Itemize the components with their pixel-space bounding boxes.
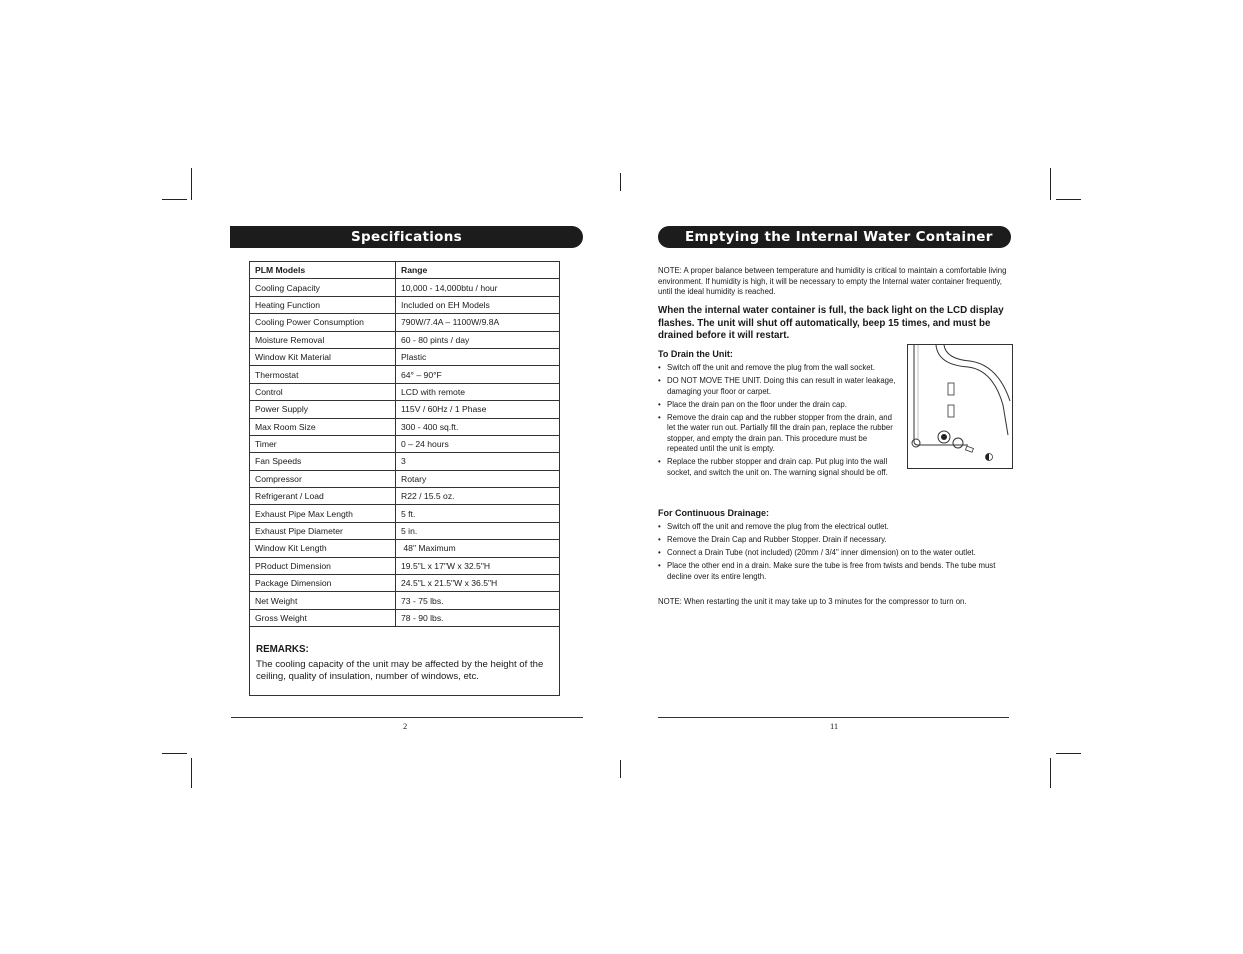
specifications-table bbox=[249, 261, 560, 627]
table-cell: Window Kit Length bbox=[250, 540, 396, 557]
table-cell: 24.5"L x 21.5"W x 36.5"H bbox=[396, 575, 560, 592]
table-cell: Exhaust Pipe Max Length bbox=[250, 505, 396, 522]
table-cell: Package Dimension bbox=[250, 575, 396, 592]
table-cell: Moisture Removal bbox=[250, 331, 396, 348]
table-cell: 64° – 90°F bbox=[396, 366, 560, 383]
left-footer-rule bbox=[231, 717, 583, 718]
center-mark-top bbox=[620, 173, 621, 191]
table-cell: LCD with remote bbox=[396, 383, 560, 400]
list-item: • Replace the rubber stopper and drain cap. Put plug into the wall socket, and switch the unit on. The warning signal should be off. bbox=[658, 457, 898, 478]
table-cell: Heating Function bbox=[250, 296, 396, 313]
crop-mark-bl-v bbox=[191, 758, 192, 788]
table-cell: R22 / 15.5 oz. bbox=[396, 488, 560, 505]
table-cell: Control bbox=[250, 383, 396, 400]
table-cell: Fan Speeds bbox=[250, 453, 396, 470]
drain-heading: To Drain the Unit: bbox=[658, 349, 733, 359]
table-row bbox=[250, 401, 560, 418]
table-row bbox=[250, 575, 560, 592]
continuous-drainage-heading: For Continuous Drainage: bbox=[658, 508, 769, 518]
table-cell: 5 ft. bbox=[396, 505, 560, 522]
table-row bbox=[250, 366, 560, 383]
table-row bbox=[250, 453, 560, 470]
table-header-cell: PLM Models bbox=[250, 262, 396, 279]
list-item: • Place the other end in a drain. Make sure the tube is free from twists and bends. The tube must decline over its entire length. bbox=[658, 561, 1013, 582]
crop-mark-tl-h bbox=[162, 199, 187, 200]
table-cell: Max Room Size bbox=[250, 418, 396, 435]
humidity-note: NOTE: A proper balance between temperature and humidity is critical to maintain a comfortable living environment. If humidity is high, it will be necessary to empty the Internal water container frequently, until the ideal humidity is reached. bbox=[658, 266, 1007, 296]
crop-mark-bl-h bbox=[162, 753, 187, 754]
table-cell: 73 - 75 lbs. bbox=[396, 592, 560, 609]
table-row bbox=[250, 557, 560, 574]
list-item: • Remove the drain cap and the rubber stopper from the drain, and let the water run out. Partially fill the drain pan, replace the rubber stopper, and empty the drain pan. This procedure must be repeated until the unit is empty. bbox=[658, 413, 898, 455]
table-cell: Window Kit Material bbox=[250, 348, 396, 365]
list-item: • DO NOT MOVE THE UNIT. Doing this can result in water leakage, damaging your floor or carpet. bbox=[658, 376, 898, 397]
table-cell: 10,000 - 14,000btu / hour bbox=[396, 279, 560, 296]
table-row bbox=[250, 488, 560, 505]
specifications-banner: Specifications bbox=[230, 226, 583, 248]
remarks-box bbox=[249, 627, 560, 696]
table-row bbox=[250, 348, 560, 365]
table-row bbox=[250, 435, 560, 452]
table-cell: Cooling Capacity bbox=[250, 279, 396, 296]
table-cell: Gross Weight bbox=[250, 609, 396, 626]
list-item: • Switch off the unit and remove the plug from the electrical outlet. bbox=[658, 522, 1013, 533]
restart-note: NOTE: When restarting the unit it may take up to 3 minutes for the compressor to turn on. bbox=[658, 597, 967, 606]
table-row bbox=[250, 505, 560, 522]
table-cell: 48" Maximum bbox=[396, 540, 560, 557]
table-row bbox=[250, 331, 560, 348]
table-cell: 790W/7.4A – 1100W/9.8A bbox=[396, 314, 560, 331]
table-cell: 115V / 60Hz / 1 Phase bbox=[396, 401, 560, 418]
table-header-cell: Range bbox=[396, 262, 560, 279]
table-row bbox=[250, 522, 560, 539]
crop-mark-tr-h bbox=[1056, 199, 1081, 200]
left-page-number: 2 bbox=[403, 721, 408, 731]
table-cell: Net Weight bbox=[250, 592, 396, 609]
table-row bbox=[250, 296, 560, 313]
crop-mark-tr-v bbox=[1050, 168, 1051, 200]
remarks-text: The cooling capacity of the unit may be affected by the height of the ceiling, quality of insulation, number of windows, etc. bbox=[256, 659, 544, 682]
table-row bbox=[250, 314, 560, 331]
table-cell: 3 bbox=[396, 453, 560, 470]
right-page-number: 11 bbox=[830, 721, 839, 731]
unit-drain-image bbox=[908, 345, 1012, 468]
table-row bbox=[250, 418, 560, 435]
table-row bbox=[250, 470, 560, 487]
table-cell: PRoduct Dimension bbox=[250, 557, 396, 574]
table-cell: Plastic bbox=[396, 348, 560, 365]
continuous-drainage-steps bbox=[658, 522, 1013, 585]
full-container-warning: When the internal water container is full, the back light on the LCD display flashes. The unit will shut off automatically, beep 15 times, and must be drained before it will restart. bbox=[658, 305, 1004, 341]
remarks-title: REMARKS: bbox=[256, 644, 309, 655]
table-row bbox=[250, 383, 560, 400]
table-cell: 19.5"L x 17"W x 32.5"H bbox=[396, 557, 560, 574]
table-row bbox=[250, 540, 560, 557]
table-row bbox=[250, 609, 560, 626]
center-mark-bottom bbox=[620, 760, 621, 778]
table-cell: 78 - 90 lbs. bbox=[396, 609, 560, 626]
right-footer-rule bbox=[658, 717, 1009, 718]
table-cell: 300 - 400 sq.ft. bbox=[396, 418, 560, 435]
list-item: • Remove the Drain Cap and Rubber Stopper. Drain if necessary. bbox=[658, 535, 1013, 546]
table-cell: Thermostat bbox=[250, 366, 396, 383]
drain-steps bbox=[658, 363, 898, 481]
table-cell: Refrigerant / Load bbox=[250, 488, 396, 505]
table-cell: Cooling Power Consumption bbox=[250, 314, 396, 331]
crop-mark-br-v bbox=[1050, 758, 1051, 788]
table-header-row bbox=[250, 262, 560, 279]
table-cell: Exhaust Pipe Diameter bbox=[250, 522, 396, 539]
table-cell: Included on EH Models bbox=[396, 296, 560, 313]
table-row bbox=[250, 279, 560, 296]
table-cell: Rotary bbox=[396, 470, 560, 487]
table-cell: 5 in. bbox=[396, 522, 560, 539]
table-cell: 0 – 24 hours bbox=[396, 435, 560, 452]
table-cell: Timer bbox=[250, 435, 396, 452]
list-item: • Place the drain pan on the floor under the drain cap. bbox=[658, 400, 898, 411]
emptying-container-banner: Emptying the Internal Water Container bbox=[658, 226, 1011, 248]
table-row bbox=[250, 592, 560, 609]
drain-illustration bbox=[907, 344, 1013, 469]
crop-mark-br-h bbox=[1056, 753, 1081, 754]
list-item: • Switch off the unit and remove the plug from the wall socket. bbox=[658, 363, 898, 374]
table-cell: Compressor bbox=[250, 470, 396, 487]
list-item: • Connect a Drain Tube (not included) (20mm / 3/4" inner dimension) on to the water outlet. bbox=[658, 548, 1013, 559]
crop-mark-tl-v bbox=[191, 168, 192, 200]
table-cell: Power Supply bbox=[250, 401, 396, 418]
table-cell: 60 - 80 pints / day bbox=[396, 331, 560, 348]
